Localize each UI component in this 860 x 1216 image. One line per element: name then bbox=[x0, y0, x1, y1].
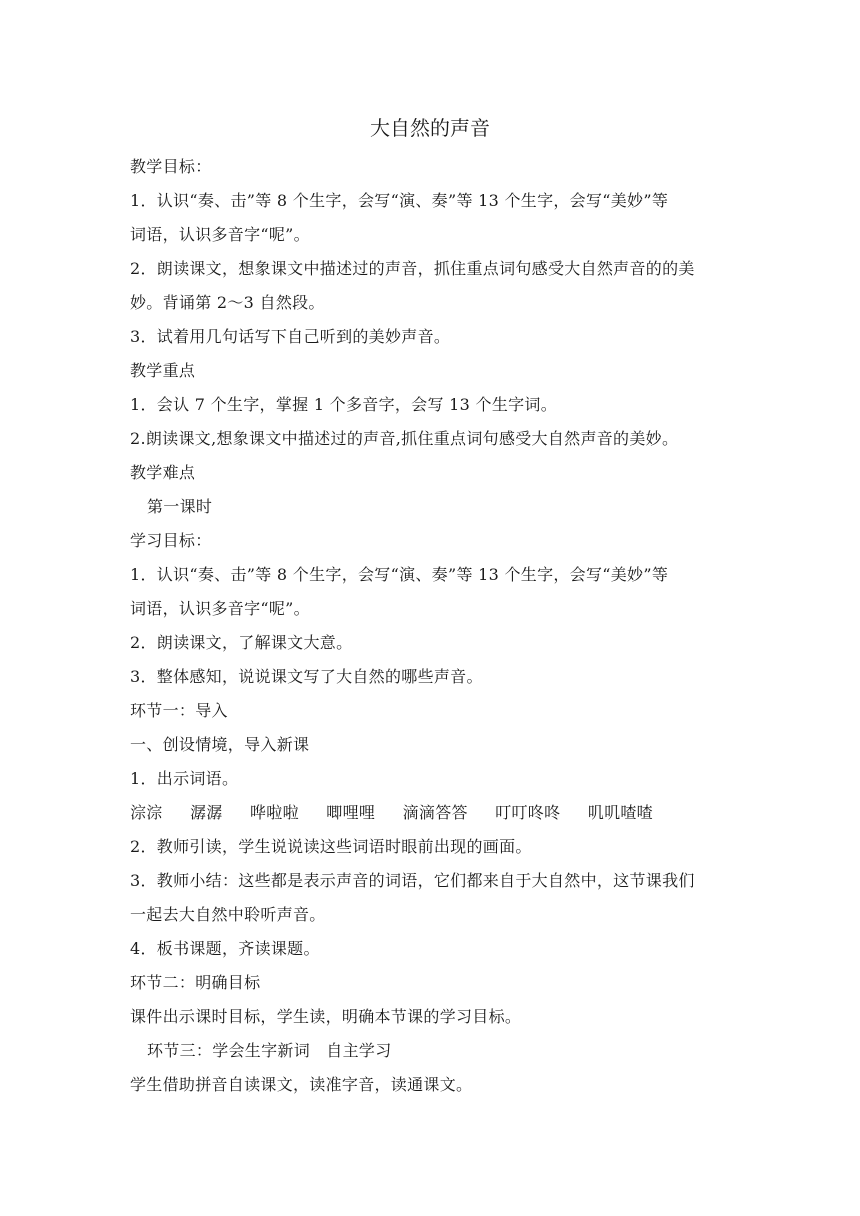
paragraph-line: 2.朗读课文,想象课文中描述过的声音,抓住重点词句感受大自然声音的美妙。 bbox=[130, 429, 679, 448]
word-list bbox=[130, 796, 732, 830]
paragraph-line: 学生借助拼音自读课文，读准字音，读通课文。 bbox=[130, 1075, 473, 1094]
paragraph-line: 词语，认识多音字“呢”。 bbox=[130, 599, 310, 618]
paragraph-line: 2．教师引读，学生说说读这些词语时眼前出现的画面。 bbox=[130, 837, 532, 856]
word-item: 淙淙 bbox=[130, 803, 163, 822]
paragraph-line: 3．教师小结：这些都是表示声音的词语，它们都来自于大自然中，这节课我们 bbox=[130, 871, 695, 890]
document-body bbox=[130, 150, 732, 1102]
lesson-heading: 第一课时 bbox=[147, 497, 213, 516]
section-heading-learning-goals: 学习目标： bbox=[130, 531, 212, 550]
word-item: 潺潺 bbox=[190, 803, 223, 822]
step-heading-3: 环节三：学会生字新词 自主学习 bbox=[147, 1041, 392, 1060]
paragraph-line: 1．出示词语。 bbox=[130, 769, 239, 788]
word-item: 唧哩哩 bbox=[326, 803, 376, 822]
paragraph-line: 2．朗读课文，想象课文中描述过的声音，抓住重点词句感受大自然声音的的美 bbox=[130, 259, 695, 278]
section-heading-difficulties: 教学难点 bbox=[130, 463, 196, 482]
paragraph-line: 1．认识“奏、击”等 8 个生字，会写“演、奏”等 13 个生字，会写“美妙”等 bbox=[130, 191, 669, 210]
paragraph-line: 一、创设情境，导入新课 bbox=[130, 735, 310, 754]
section-heading-key-points: 教学重点 bbox=[130, 361, 196, 380]
word-item: 叮叮咚咚 bbox=[495, 803, 561, 822]
step-heading-2: 环节二：明确目标 bbox=[130, 973, 261, 992]
paragraph-line: 2．朗读课文，了解课文大意。 bbox=[130, 633, 353, 652]
paragraph-line: 3．整体感知，说说课文写了大自然的哪些声音。 bbox=[130, 667, 483, 686]
paragraph-line: 3．试着用几句话写下自己听到的美妙声音。 bbox=[130, 327, 451, 346]
paragraph-line: 4．板书课题，齐读课题。 bbox=[130, 939, 320, 958]
document-title: 大自然的声音 bbox=[370, 116, 490, 140]
word-item: 叽叽喳喳 bbox=[587, 803, 653, 822]
paragraph-line: 1．认识“奏、击”等 8 个生字，会写“演、奏”等 13 个生字，会写“美妙”等 bbox=[130, 565, 669, 584]
paragraph-line: 1．会认 7 个生字，掌握 1 个多音字，会写 13 个生字词。 bbox=[130, 395, 558, 414]
step-heading-1: 环节一：导入 bbox=[130, 701, 228, 720]
section-heading-teaching-goals: 教学目标： bbox=[130, 157, 212, 176]
word-item: 滴滴答答 bbox=[402, 803, 468, 822]
paragraph-line: 词语，认识多音字“呢”。 bbox=[130, 225, 310, 244]
paragraph-line: 妙。背诵第 2～3 自然段。 bbox=[130, 293, 325, 312]
paragraph-line: 课件出示课时目标，学生读，明确本节课的学习目标。 bbox=[130, 1007, 522, 1026]
paragraph-line: 一起去大自然中聆听声音。 bbox=[130, 905, 326, 924]
word-item: 哗啦啦 bbox=[250, 803, 299, 822]
